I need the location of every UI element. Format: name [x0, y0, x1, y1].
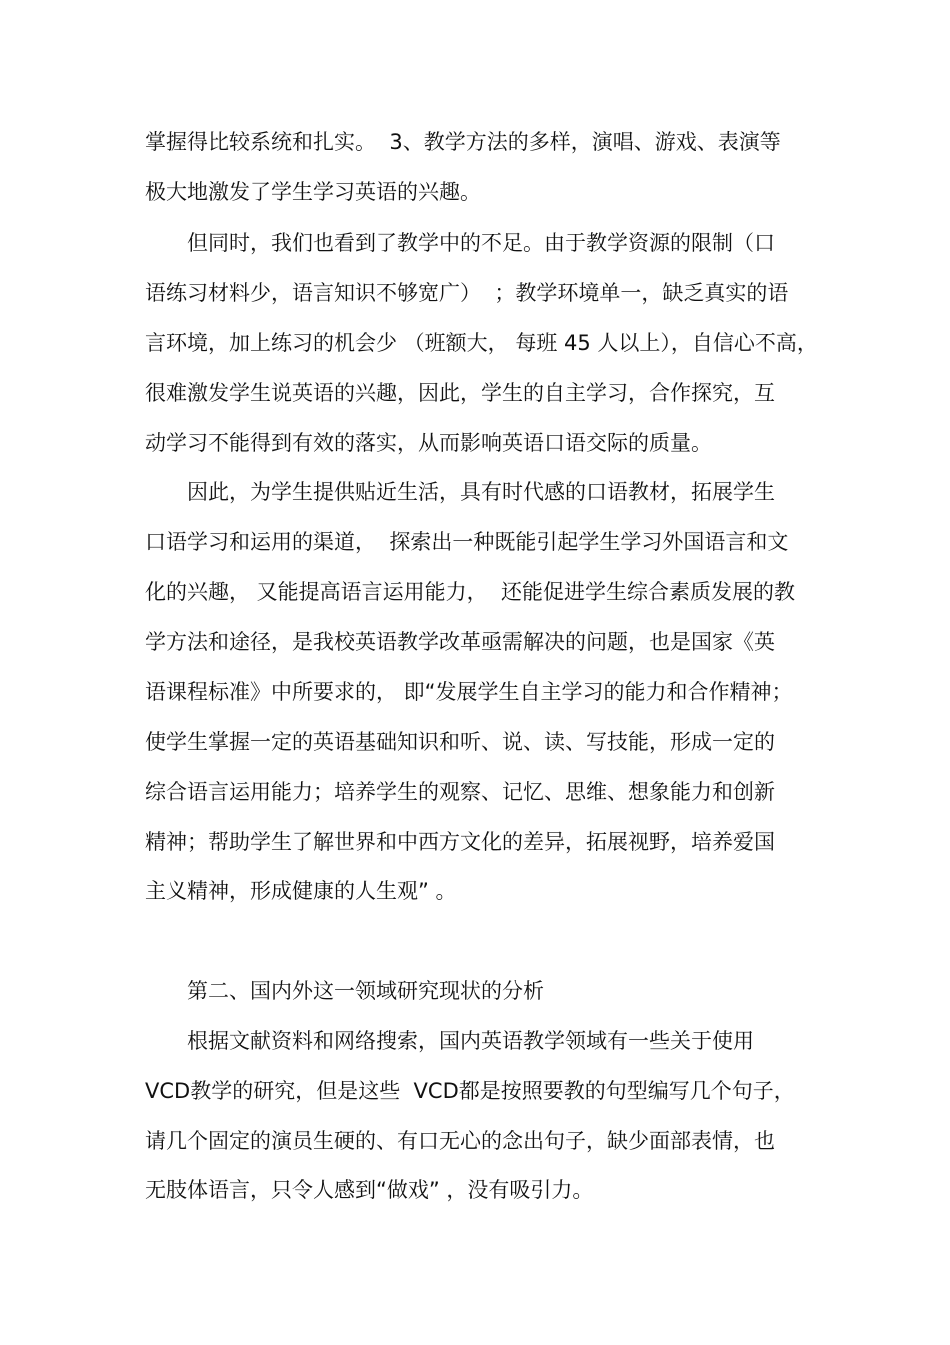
- section-heading: 第二、国内外这一领域研究现状的分析: [187, 979, 544, 1003]
- text-line: 学方法和途径，是我校英语教学改革亟需解决的问题，也是国家《英: [145, 630, 775, 654]
- paragraph-first-line: 根据文献资料和网络搜索，国内英语教学领域有一些关于使用: [187, 1029, 754, 1053]
- text-line: 主义精神，形成健康的人生观” 。: [145, 879, 457, 903]
- text-line: 精神；帮助学生了解世界和中西方文化的差异，拓展视野，培养爱国: [145, 830, 775, 854]
- text-line: 无肢体语言，只令人感到“做戏” ，没有吸引力。: [145, 1178, 594, 1202]
- text-line: 使学生掌握一定的英语基础知识和听、说、读、写技能，形成一定的: [145, 730, 775, 754]
- text-line: 掌握得比较系统和扎实。 3、教学方法的多样，演唱、游戏、表演等: [145, 130, 781, 154]
- paragraph-first-line: 但同时，我们也看到了教学中的不足。由于教学资源的限制（口: [187, 231, 775, 255]
- text-line: 极大地激发了学生学习英语的兴趣。: [145, 180, 481, 204]
- text-line: 语练习材料少，语言知识不够宽广） ；教学环境单一，缺乏真实的语: [145, 281, 789, 305]
- text-line: 语课程标准》中所要求的， 即“发展学生自主学习的能力和合作精神；: [145, 680, 793, 704]
- text-line: VCD教学的研究，但是这些 VCD都是按照要教的句型编写几个句子，: [145, 1079, 795, 1103]
- text-line: 很难激发学生说英语的兴趣，因此，学生的自主学习，合作探究，互: [145, 381, 775, 405]
- text-line: 综合语言运用能力；培养学生的观察、记忆、思维、想象能力和创新: [145, 780, 775, 804]
- paragraph-first-line: 因此，为学生提供贴近生活，具有时代感的口语教材，拓展学生: [187, 480, 775, 504]
- text-line: 言环境，加上练习的机会少 （班额大， 每班 45 人以上），自信心不高，: [145, 331, 818, 355]
- text-line: 化的兴趣， 又能提高语言运用能力， 还能促进学生综合素质发展的教: [145, 580, 796, 604]
- text-line: 请几个固定的演员生硬的、有口无心的念出句子，缺少面部表情，也: [145, 1129, 775, 1153]
- text-line: 动学习不能得到有效的落实，从而影响英语口语交际的质量。: [145, 431, 712, 455]
- text-line: 口语学习和运用的渠道， 探索出一种既能引起学生学习外国语言和文: [145, 530, 789, 554]
